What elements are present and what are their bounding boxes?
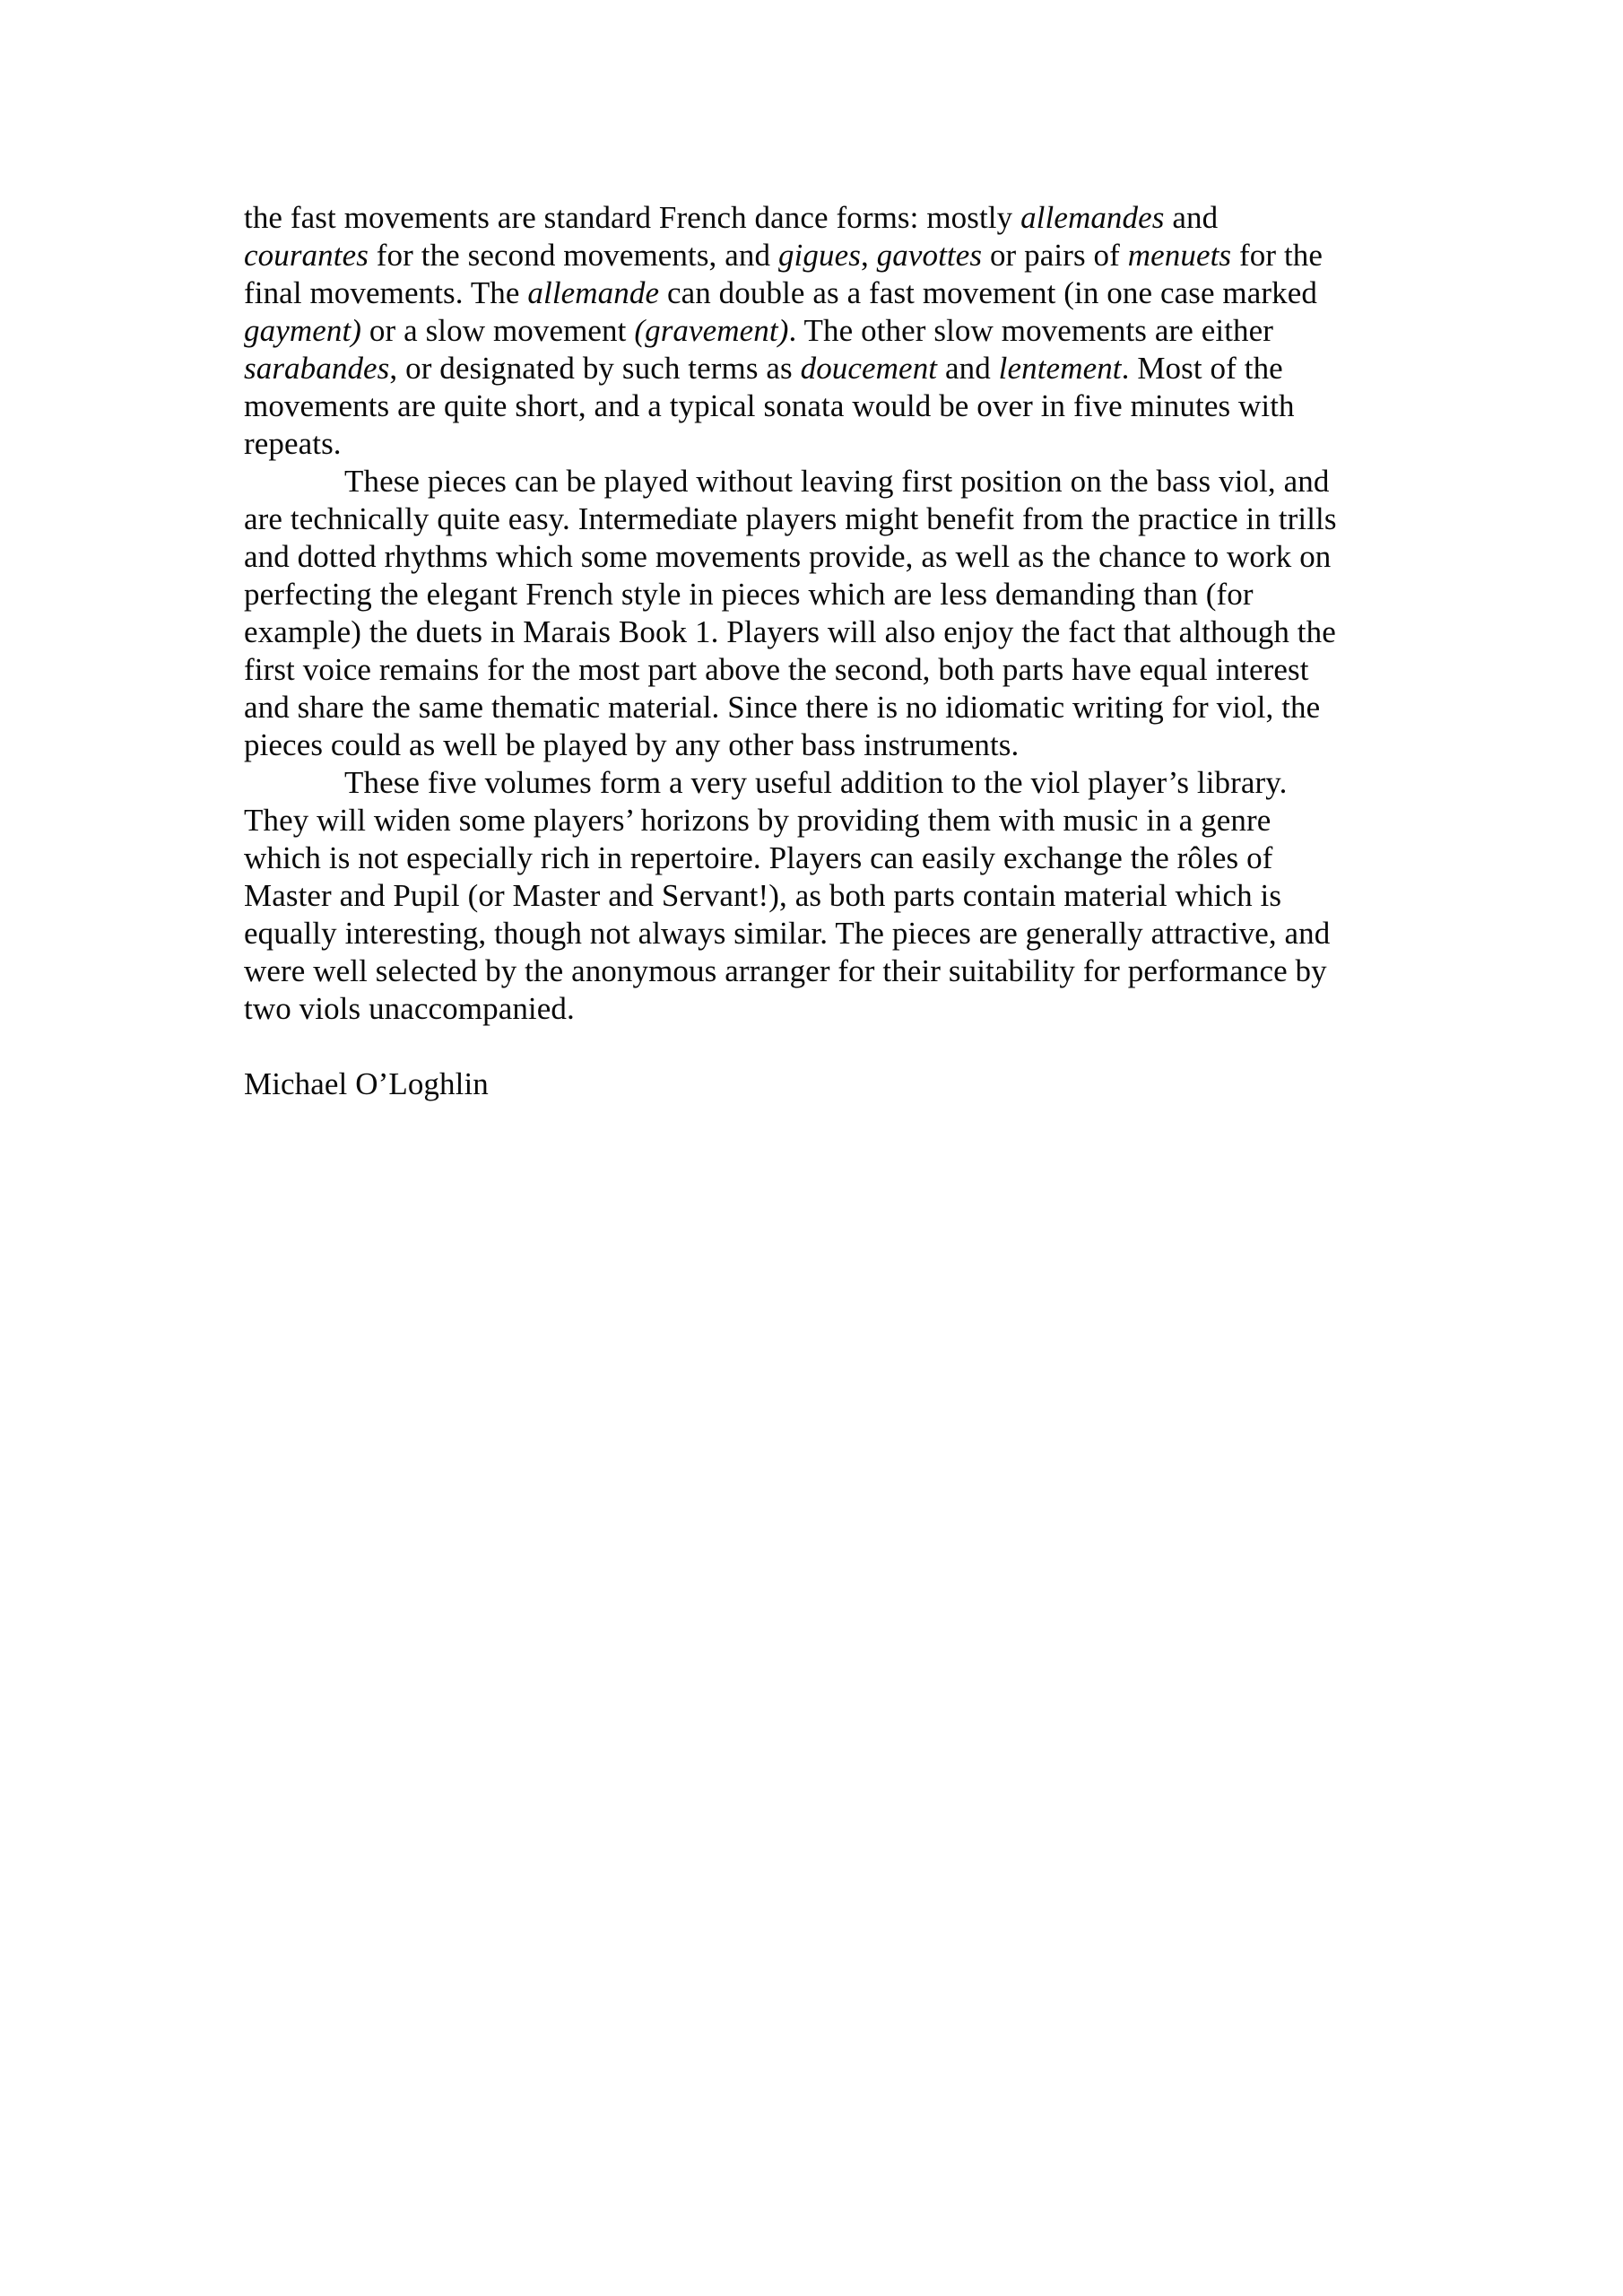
text-segment: two viols unaccompanied. (244, 991, 575, 1026)
text-segment: can double as a fast movement (in one case marked (659, 275, 1317, 310)
text-line (244, 726, 1436, 764)
text-line (244, 199, 1436, 237)
italic-text-segment: (gravement) (634, 313, 789, 348)
text-segment: were well selected by the anonymous arranger for their suitability for performance by (244, 953, 1327, 988)
text-line (244, 802, 1436, 839)
text-segment: or pairs of (982, 238, 1128, 273)
text-block (244, 199, 1436, 1103)
text-line (244, 350, 1436, 387)
text-line (244, 689, 1436, 726)
text-line (244, 990, 1436, 1028)
text-line (244, 312, 1436, 350)
italic-text-segment: menuets (1127, 238, 1232, 273)
text-segment: equally interesting, though not always similar. The pieces are generally attractive, and (244, 916, 1331, 951)
text-segment: , (860, 238, 877, 273)
text-line (244, 613, 1436, 651)
text-line (244, 651, 1436, 689)
text-line (244, 764, 1436, 802)
text-segment: and (1164, 200, 1219, 235)
text-segment: perfecting the elegant French style in pieces which are less demanding than (for (244, 577, 1254, 612)
text-line (244, 576, 1436, 613)
text-segment: Master and Pupil (or Master and Servant!), as both parts contain material which is (244, 878, 1282, 913)
text-segment: repeats. (244, 426, 342, 461)
text-segment: or a slow movement (361, 313, 635, 348)
italic-text-segment: allemandes (1020, 200, 1165, 235)
text-segment: movements are quite short, and a typical sonata would be over in five minutes with (244, 388, 1295, 423)
text-segment: the fast movements are standard French dance forms: mostly (244, 200, 1021, 235)
text-segment: and (937, 351, 999, 386)
text-segment: pieces could as well be played by any other bass instruments. (244, 727, 1020, 762)
text-line (244, 877, 1436, 915)
text-line (244, 274, 1436, 312)
text-line (244, 839, 1436, 877)
paragraph (244, 199, 1436, 463)
text-segment: and share the same thematic material. Since there is no idiomatic writing for viol, the (244, 690, 1321, 725)
text-segment: for the (1231, 238, 1324, 273)
text-line (244, 387, 1436, 425)
italic-text-segment: sarabandes (244, 351, 390, 386)
paragraphs-container (244, 199, 1436, 1028)
text-segment: These pieces can be played without leaving first position on the bass viol, and (344, 464, 1330, 499)
text-segment: and dotted rhythms which some movements provide, as well as the chance to work on (244, 539, 1332, 574)
text-segment: final movements. The (244, 275, 528, 310)
text-segment: They will widen some players’ horizons by providing them with music in a genre (244, 803, 1271, 838)
signature: Michael O’Loghlin (244, 1066, 489, 1101)
italic-text-segment: courantes (244, 238, 369, 273)
text-segment: These five volumes form a very useful addition to the viol player’s library. (344, 765, 1288, 800)
paragraph (244, 463, 1436, 764)
italic-text-segment: gayment) (244, 313, 362, 348)
text-line (244, 500, 1436, 538)
italic-text-segment: gavottes (876, 238, 983, 273)
italic-text-segment: allemande (527, 275, 660, 310)
text-segment: for the second movements, and (368, 238, 778, 273)
text-line (244, 463, 1436, 500)
text-line (244, 952, 1436, 990)
text-segment: first voice remains for the most part above the second, both parts have equal interest (244, 652, 1309, 687)
text-segment: . Most of the (1121, 351, 1283, 386)
italic-text-segment: doucement (800, 351, 938, 386)
text-segment: which is not especially rich in repertoire. Players can easily exchange the rôles of (244, 840, 1273, 875)
text-segment: , or designated by such terms as (389, 351, 801, 386)
text-line (244, 237, 1436, 274)
italic-text-segment: lentement (998, 351, 1122, 386)
text-segment: example) the duets in Marais Book 1. Players will also enjoy the fact that although the (244, 614, 1336, 649)
text-segment: . The other slow movements are either (788, 313, 1274, 348)
text-line (244, 915, 1436, 952)
text-line (244, 538, 1436, 576)
text-segment: are technically quite easy. Intermediate players might benefit from the practice in trills (244, 501, 1337, 536)
italic-text-segment: gigues (777, 238, 861, 273)
text-line (244, 425, 1436, 463)
paragraph (244, 764, 1436, 1028)
